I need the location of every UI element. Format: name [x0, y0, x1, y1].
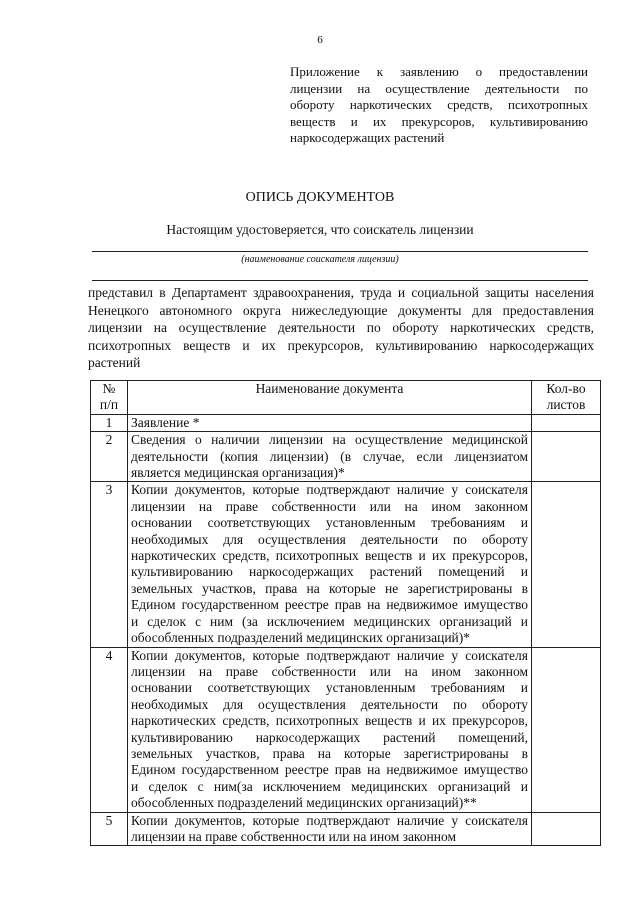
sheet-count[interactable]: [532, 414, 601, 431]
document-name-line: наркотических средств, психотропных веществ и их прекурсоров,: [131, 548, 528, 564]
document-name-line: деятельности (копия лицензии) (в случае, если лицензиатом: [131, 448, 528, 464]
document-name-line: основании соответствующих установленным требованиям и: [131, 515, 528, 531]
header-qty: [532, 381, 601, 415]
document-name: [128, 414, 532, 431]
table-header-row: [91, 381, 601, 415]
row-number: 3: [91, 482, 128, 647]
document-name-line: и сделок с ним (за исключением медицинских организаций и: [131, 613, 528, 629]
row-number: 1: [91, 414, 128, 431]
sheet-count[interactable]: [532, 482, 601, 647]
appendix-line: Приложение к заявлению о предоставлении: [290, 64, 588, 79]
appendix-line: наркосодержащих растений: [290, 130, 445, 145]
row-number: 5: [91, 812, 128, 846]
document-name-line: обособленных подразделений медицинских организаций)*: [131, 630, 471, 646]
document-name-line: Едином государственном реестре прав на недвижимое имущество: [131, 597, 528, 613]
intro-line: психотропных веществ и их прекурсоров, культивированию наркосодержащих: [88, 337, 594, 353]
document-name-line: лицензии на праве собственности или на ином законном: [131, 828, 457, 844]
document-name-line: является медицинская организация)*: [131, 465, 345, 481]
document-name-line: необходимых для осуществления деятельности по обороту: [131, 531, 528, 547]
table-row: [91, 812, 601, 846]
document-name-line: земельных участков, права на которые не зарегистрированы в: [131, 580, 528, 596]
document-name: [128, 482, 532, 647]
page-number: 6: [317, 34, 323, 46]
document-name-line: Копии документов, которые подтверждают наличие у соискателя: [131, 482, 528, 498]
document-name: [128, 812, 532, 846]
document-name-line: Копии документов, которые подтверждают наличие у соискателя: [131, 812, 528, 828]
document-name-line: Заявление *: [131, 414, 200, 430]
document-name-line: Сведения о наличии лицензии на осуществление медицинской: [131, 432, 528, 448]
sheet-count[interactable]: [532, 812, 601, 846]
document-name-line: необходимых для осуществления деятельности по обороту: [131, 696, 528, 712]
row-number: 2: [91, 432, 128, 482]
document-name-line: основании соответствующих установленным требованиям и: [131, 680, 528, 696]
documents-table: [90, 380, 601, 846]
document-title: ОПИСЬ ДОКУМЕНТОВ: [245, 190, 395, 205]
header-num: [91, 381, 128, 415]
document-name-line: и сделок с ним(за исключением медицинских организаций и: [131, 778, 528, 794]
document-name-line: земельных участков, права на которые зарегистрированы в: [131, 745, 528, 761]
document-name-line: Едином государственном реестре прав на недвижимое имущество: [131, 762, 528, 778]
row-number: 4: [91, 647, 128, 812]
document-name-line: лицензии на праве собственности или на ином законном: [131, 498, 528, 514]
appendix-line: обороту наркотических средств, психотропных: [290, 97, 588, 112]
header-num-line2: п/п: [99, 397, 119, 413]
document-name-line: Копии документов, которые подтверждают наличие у соискателя: [131, 647, 528, 663]
header-qty-line2: листов: [546, 397, 586, 413]
document-name-line: культивированию наркосодержащих растений помещений,: [131, 729, 528, 745]
intro-line: представил в Департамент здравоохранения, труда и социальной защиты населения: [88, 285, 594, 300]
document-name-line: наркотических средств, психотропных веществ и их прекурсоров,: [131, 713, 528, 729]
intro-line: Ненецкого автономного округа нижеследующие документы для предоставления: [88, 302, 594, 318]
appendix-line: веществ и их прекурсоров, культивированию: [290, 113, 588, 129]
document-name-line: культивированию наркосодержащих растений помещений и: [131, 564, 528, 580]
header-num-line1: №: [102, 381, 116, 396]
appendix-line: лицензии на осуществление деятельности по: [290, 80, 588, 96]
intro-line: растений: [88, 355, 141, 370]
header-qty-line1: Кол-во: [546, 381, 586, 396]
intro-line: лицензии на осуществление деятельности по обороту наркотических средств,: [88, 320, 594, 335]
document-name: [128, 432, 532, 482]
table-row: [91, 482, 601, 647]
document-name-line: лицензии на праве собственности или на ином законном: [131, 663, 528, 679]
table-row: [91, 432, 601, 482]
header-name: Наименование документа: [128, 381, 532, 415]
sheet-count[interactable]: [532, 647, 601, 812]
applicant-caption: (наименование соискателя лицензии): [241, 254, 399, 265]
sheet-count[interactable]: [532, 432, 601, 482]
table-row: [91, 414, 601, 431]
document-name-line: обособленных подразделений медицинских организаций)**: [131, 795, 477, 811]
table-row: [91, 647, 601, 812]
certify-text: Настоящим удостоверяется, что соискатель лицензии: [166, 222, 474, 237]
document-name: [128, 647, 532, 812]
